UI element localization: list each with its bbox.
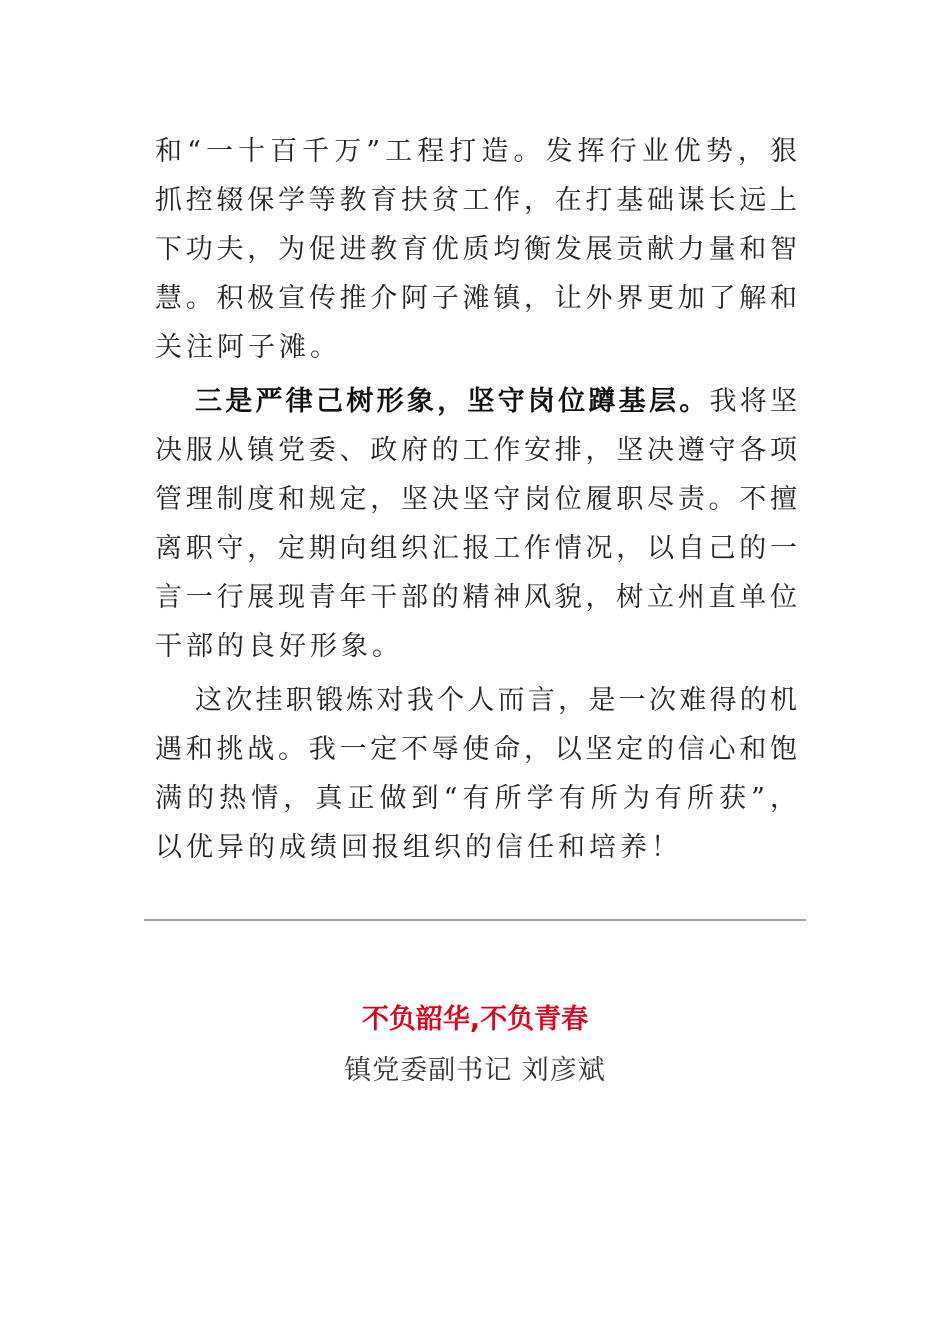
text-line: 抓控辍保学等教育扶贫工作，在打基础谋长远上 (155, 185, 797, 216)
text-line: 遇和挑战。我一定不辱使命，以坚定的信心和饱 (155, 734, 797, 765)
text-line: 决服从镇党委、政府的工作安排，坚决遵守各项 (155, 435, 797, 466)
paragraph-heading: 三是严律己树形象，坚守岗位蹲基层。 (195, 386, 710, 417)
paragraph-3 (155, 676, 797, 872)
text-line: 言一行展现青年干部的精神风貌，树立州直单位 (155, 582, 797, 613)
text-line: 管理制度和规定，坚决坚守岗位履职尽责。不擅 (155, 484, 797, 515)
text-line: 满的热情，真正做到“有所学有所为有所获”， (155, 783, 797, 814)
text-line: 下功夫，为促进教育优质均衡发展贡献力量和智 (155, 234, 797, 265)
text-line: 干部的良好形象。 (155, 631, 403, 662)
text-line: 和“一十百千万”工程打造。发挥行业优势，狠 (155, 136, 797, 167)
text-line: 关注阿子滩。 (155, 332, 341, 363)
text-line: 离职守，定期向组织汇报工作情况，以自己的一 (155, 533, 797, 564)
paragraph-2 (155, 377, 797, 671)
text-line: 这次挂职锻炼对我个人而言，是一次难得的机 (195, 685, 797, 716)
article-body (155, 127, 797, 872)
signature-author: 镇党委副书记 刘彦斌 (344, 1055, 606, 1086)
paragraph-1 (155, 127, 797, 372)
text-line (155, 377, 797, 426)
text-line: 以优异的成绩回报组织的信任和培养！ (155, 832, 682, 863)
text-fragment: 我将坚 (709, 386, 798, 417)
signature-title: 不负韶华,不负青春 (361, 1004, 589, 1035)
text-line: 慧。积极宣传推介阿子滩镇，让外界更加了解和 (155, 283, 797, 314)
section-divider (144, 919, 806, 921)
